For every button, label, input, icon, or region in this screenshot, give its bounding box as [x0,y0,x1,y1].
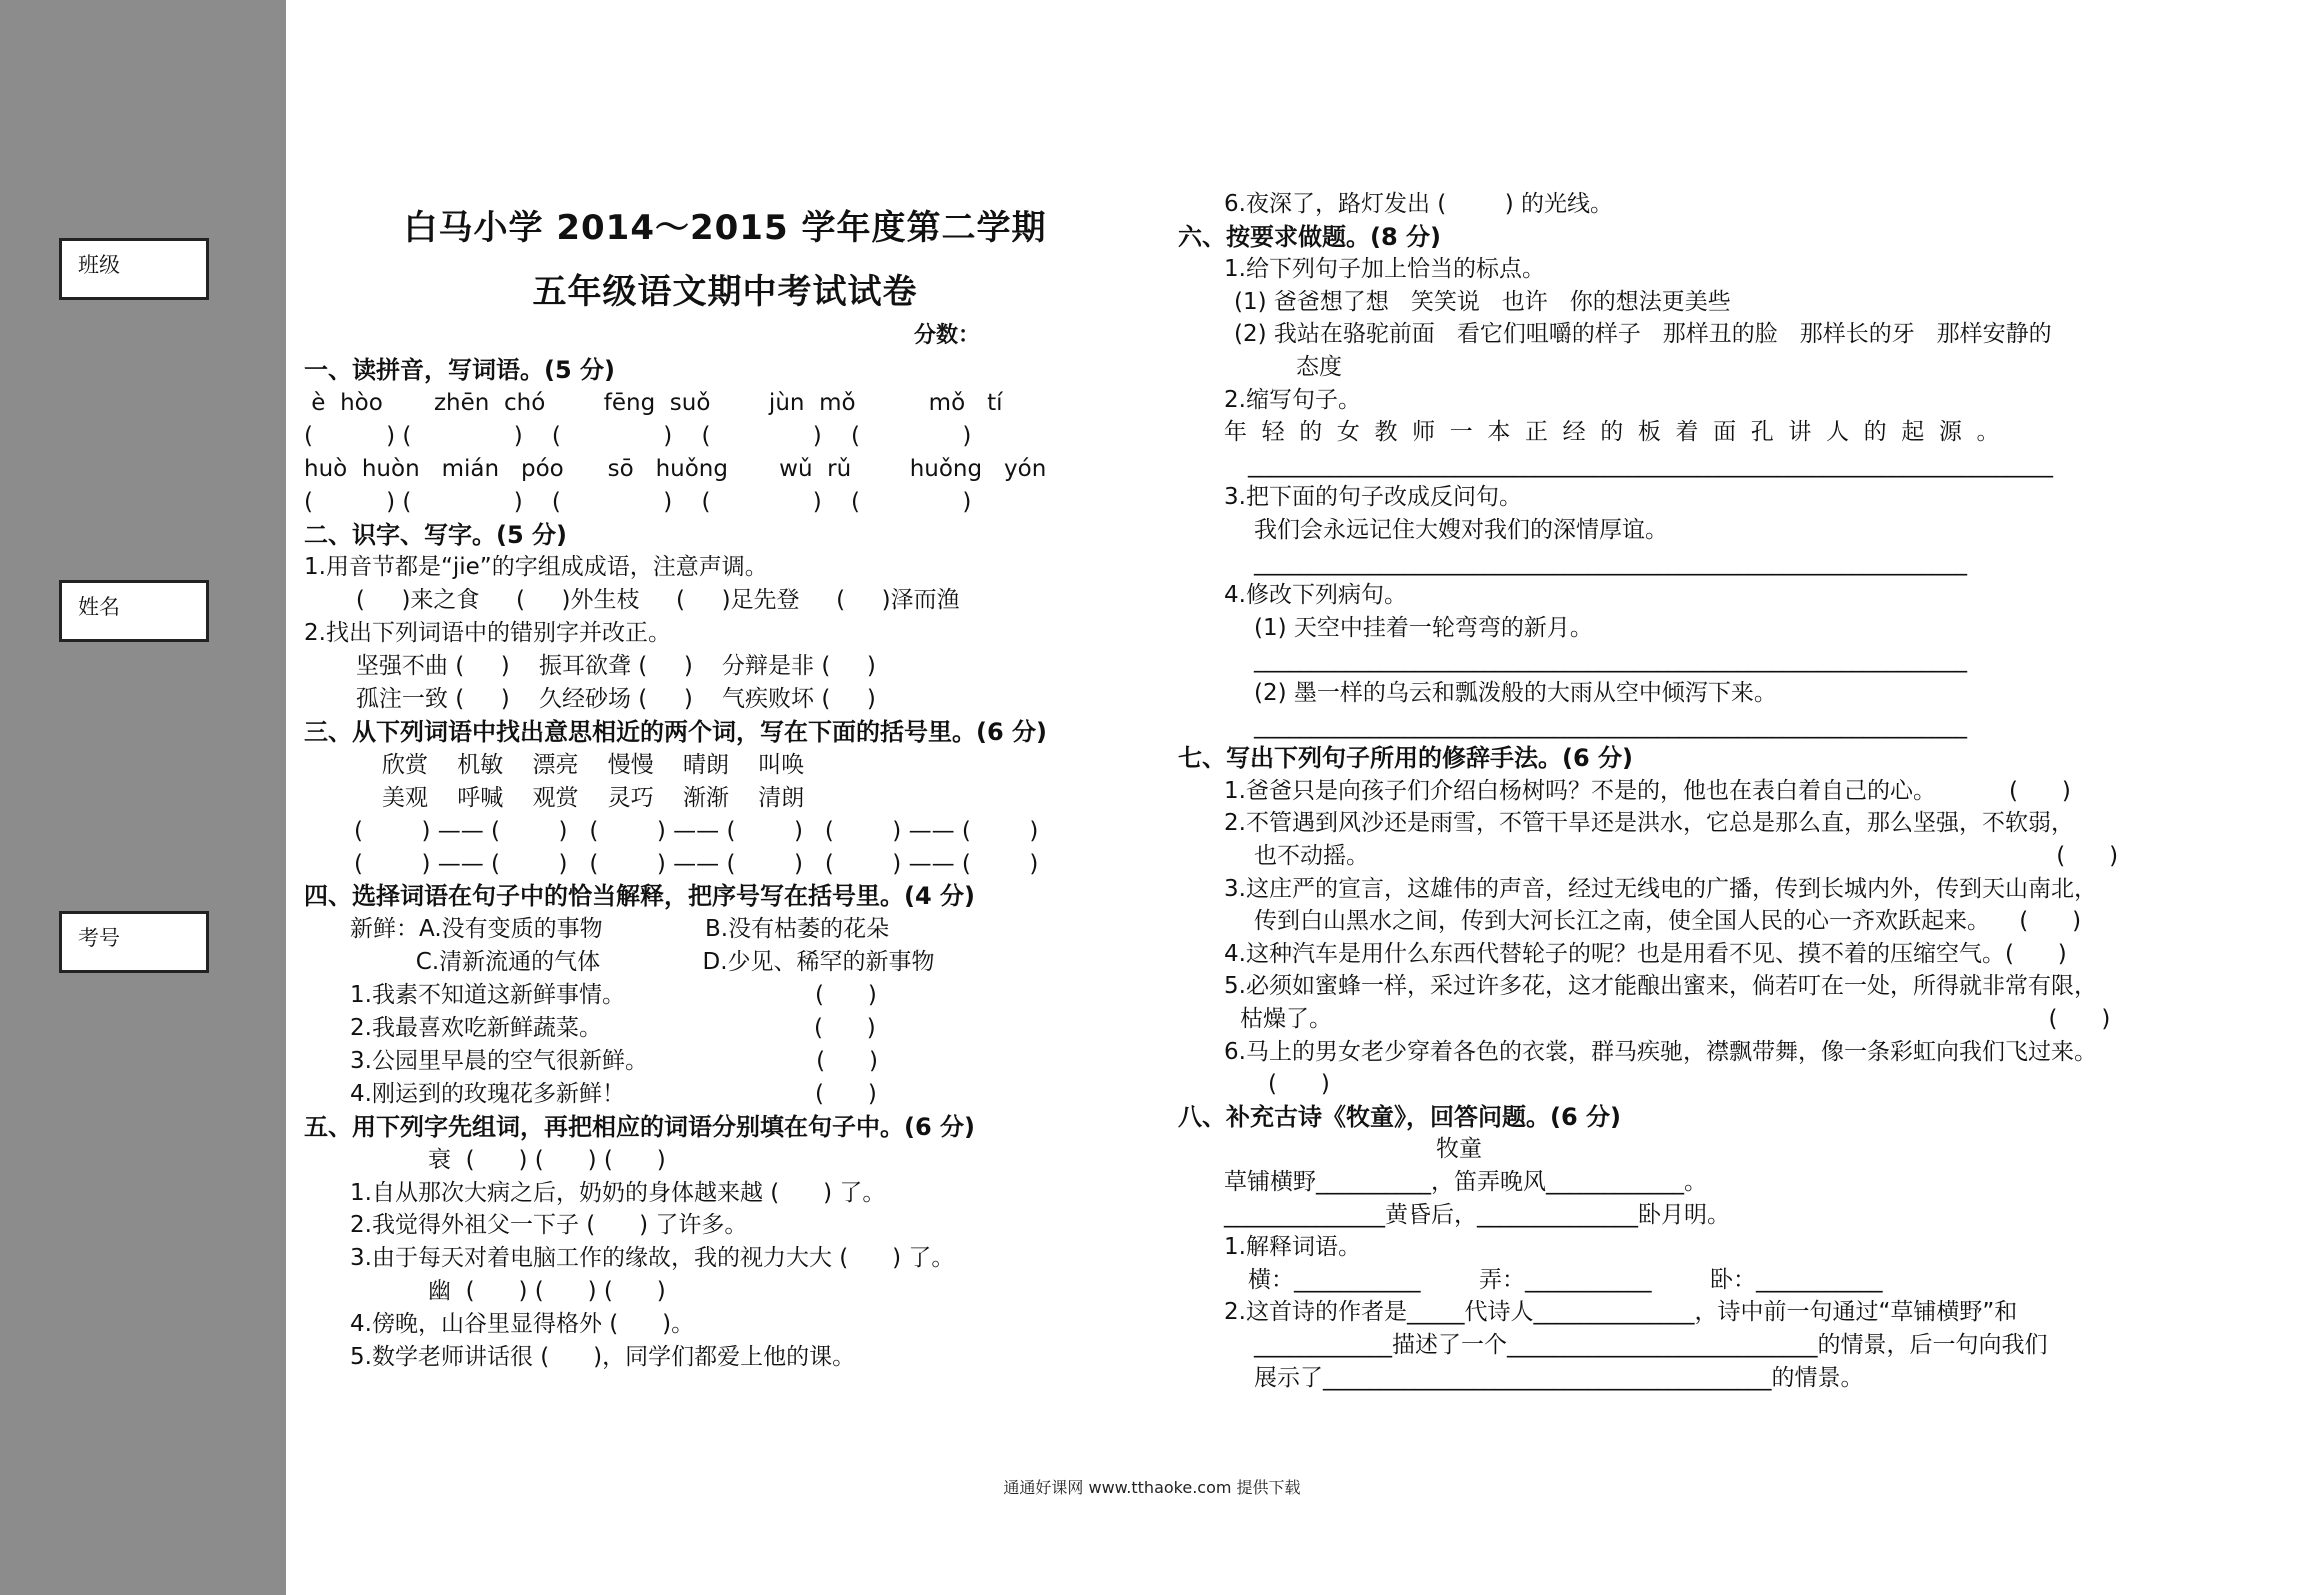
question-line: (2) 我站在骆驼前面 看它们咀嚼的样子 那样丑的脸 那样长的牙 那样安静的 [1234,321,2052,348]
question-line: 3.这庄严的宣言，这雄伟的声音，经过无线电的广播，传到长城内外，传到天山南北， [1224,875,2097,902]
question-line: ____________描述了一个___________________________的情景，后一句向我们 [1254,1332,2048,1358]
question-line: 年 轻 的 女 教 师 一 本 正 经 的 板 着 面 孔 讲 人 的 起 源 。 [1224,419,2000,446]
question-line: ______________________________________________________________ [1254,712,1967,739]
question-line: 4.修改下列病句。 [1224,582,1407,609]
question-line: 展示了_______________________________________的情景。 [1254,1364,1864,1391]
question-line: 3.由于每天对着电脑工作的缘故，我的视力大大 ( ) 了。 [350,1245,955,1272]
question-line: 2.我觉得外祖父一下子 ( ) 了许多。 [350,1212,748,1239]
score-label: 分数： [914,323,981,348]
question-line: C.清新流通的气体 D.少见、稀罕的新事物 [350,949,935,976]
section-heading: 七、写出下列句子所用的修辞手法。(6 分) [1178,744,1633,773]
class-label: 班级 [78,253,120,277]
question-line: 3.把下面的句子改成反问句。 [1224,484,1522,511]
question-line: 横：___________ 弄：___________ 卧：___________ [1248,1266,1883,1293]
question-line: ______________________________________________________________ [1254,549,1967,576]
question-line: 1.自从那次大病之后，奶奶的身体越来越 ( ) 了。 [350,1179,886,1206]
exam-title-line2: 五年级语文期中考试试卷 [532,272,918,312]
question-line: 孤注一致 ( ) 久经砂场 ( ) 气疾败坏 ( ) [334,686,876,712]
question-line: ( ) —— ( ) ( ) —— ( ) ( ) —— ( ) [354,850,1039,877]
section-heading: 六、按要求做题。(8 分) [1178,222,1441,251]
question-line: 4.刚运到的玫瑰花多新鲜！ ( ) [350,1080,877,1107]
footer-credit: 通通好课网 www.tthaoke.com 提供下载 [1003,1478,1301,1497]
question-line: ( ) ( ) ( ) ( ) ( ) [304,422,972,449]
question-line: 草铺横野__________，笛弄晚风____________。 [1224,1169,1707,1195]
question-line: 坚强不曲 ( ) 振耳欲聋 ( ) 分辩是非 ( ) [334,653,876,680]
question-line: 欣赏 机敏 漂亮 慢慢 晴朗 叫唤 [382,751,805,778]
question-line: (2) 墨一样的乌云和瓢泼般的大雨从空中倾泻下来。 [1254,680,1777,706]
question-line: 4.傍晚，山谷里显得格外 ( )。 [350,1311,695,1338]
question-line: 2.缩写句子。 [1224,386,1361,413]
exam-number-label: 考号 [78,926,120,950]
question-line: ______________________________________________________________________ [1248,451,2053,478]
question-line: 1.给下列句子加上恰当的标点。 [1224,256,1545,283]
name-label: 姓名 [78,595,120,619]
question-line: (1) 天空中挂着一轮弯弯的新月。 [1254,614,1593,641]
question-line: ______________________________________________________________ [1254,647,1967,674]
question-line: 6.夜深了，路灯发出 ( ) 的光线。 [1224,191,1614,217]
question-line: 4.这种汽车是用什么东西代替轮子的呢？也是用看不见、摸不着的压缩空气。( ) [1224,940,2067,967]
question-line: 5.数学老师讲话很 ( )，同学们都爱上他的课。 [350,1344,856,1370]
exam-title-line1: 白马小学 2014～2015 学年度第二学期 [403,208,1047,248]
question-line: 1.解释词语。 [1224,1234,1361,1261]
exam-number-field[interactable] [59,911,209,973]
question-line: 美观 呼喊 观赏 灵巧 渐渐 清朗 [382,784,805,811]
question-line: 枯燥了。 ( ) [1240,1006,2111,1032]
question-line: 幽 ( ) ( ) ( ) [428,1278,666,1305]
question-line: 1.爸爸只是向孩子们介绍白杨树吗？不是的，他也在表白着自己的心。 ( ) [1224,777,2071,804]
section-heading: 四、选择词语在句子中的恰当解释，把序号写在括号里。(4 分) [304,882,975,911]
question-line: 1.用音节都是“jie”的字组成成语，注意声调。 [304,554,768,581]
question-line: 2.不管遇到风沙还是雨雪，不管干旱还是洪水，它总是那么直，那么坚强，不软弱， [1224,810,2074,837]
section-heading: 五、用下列字先组词，再把相应的词语分别填在句子中。(6 分) [304,1112,975,1141]
class-field[interactable] [59,238,209,300]
question-line: 2.这首诗的作者是_____代诗人______________，诗中前一句通过“草铺横野”和 [1224,1299,2018,1326]
question-line: huò huòn mián póo sō huǒng wǔ rǔ huǒng yón [304,455,1047,482]
question-line: 1.我素不知道这新鲜事情。 ( ) [350,982,877,1009]
question-line: ( )来之食 ( )外生枝 ( )足先登 ( )泽而渔 [334,587,960,614]
question-line: 6.马上的男女老少穿着各色的衣裳，群马疾驰，襟飘带舞，像一条彩虹向我们飞过来。 [1224,1038,2097,1065]
question-line: 传到白山黑水之间，传到大河长江之南，使全国人民的心一齐欢跃起来。 ( ) [1254,908,2082,935]
question-line: 也不动摇。 ( ) [1254,843,2119,869]
question-line: 衰 ( ) ( ) ( ) [428,1146,666,1173]
binding-margin [0,0,286,1595]
question-line: 态度 [1296,354,1342,380]
question-line: 2.我最喜欢吃新鲜蔬菜。 ( ) [350,1015,876,1041]
question-line: 5.必须如蜜蜂一样，采过许多花，这才能酿出蜜来，倘若叮在一处，所得就非常有限， [1224,973,2097,1000]
name-field[interactable] [59,580,209,642]
question-line: è hòo zhēn chó fēng suǒ jùn mǒ mǒ tí [304,389,1003,416]
question-line: ( ) ( ) ( ) ( ) ( ) [304,488,972,515]
question-line: 新鲜：A.没有变质的事物 B.没有枯萎的花朵 [350,916,890,943]
question-line: 牧童 [1436,1136,1482,1163]
section-heading: 三、从下列词语中找出意思相近的两个词，写在下面的括号里。(6 分) [304,717,1047,746]
question-line: ( ) —— ( ) ( ) —— ( ) ( ) —— ( ) [354,817,1039,844]
question-line: 2.找出下列词语中的错别字并改正。 [304,620,671,647]
section-heading: 一、读拼音，写词语。(5 分) [304,356,615,384]
question-line: ( ) [1268,1071,1330,1098]
question-line: 我们会永远记住大嫂对我们的深情厚谊。 [1254,517,1668,543]
section-heading: 二、识字、写字。(5 分) [304,520,567,549]
question-line: 3.公园里早晨的空气很新鲜。 ( ) [350,1047,878,1074]
section-heading: 八、补充古诗《牧童》，回答问题。(6 分) [1178,1102,1621,1131]
question-line: ______________黄昏后，______________卧月明。 [1224,1201,1730,1228]
question-line: (1) 爸爸想了想 笑笑说 也许 你的想法更美些 [1234,288,1731,315]
